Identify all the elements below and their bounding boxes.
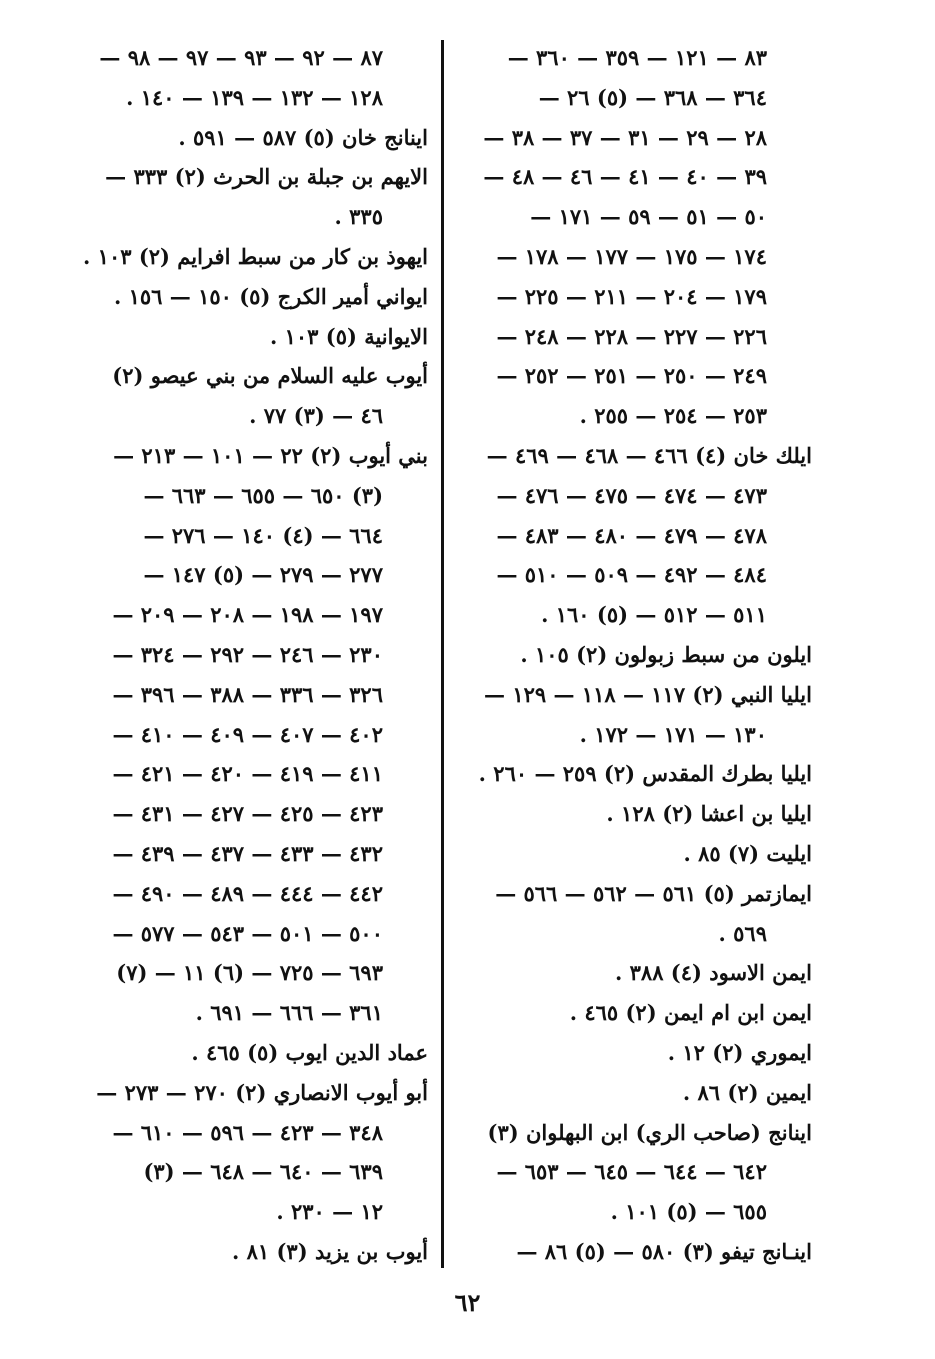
- index-entry-line: ٣٢٦ — ٣٣٦ — ٣٨٨ — ٣٩٦ —: [112, 681, 383, 707]
- index-entry-line: ايمازتمر (٥) ٥٦١ — ٥٦٢ — ٥٦٦ —: [495, 880, 812, 906]
- index-entry-line: ٤٤٢ — ٤٤٤ — ٤٨٩ — ٤٩٠ —: [112, 880, 383, 906]
- left-index-column: [70, 38, 428, 1272]
- index-entry-line: اينانج (صاحب الري) ابن البهلوان (٣): [487, 1119, 812, 1145]
- index-entry-line: اينانج خان (٥) ٥٨٧ — ٥٩١ .: [178, 124, 428, 150]
- index-entry-line: ٤٨٤ — ٤٩٢ — ٥٠٩ — ٥١٠ —: [496, 562, 767, 588]
- index-entry-line: ايمن الاسود (٤) ٣٨٨ .: [615, 960, 812, 986]
- index-entry-line: (٣) ٦٥٠ — ٦٥٥ — ٦٦٣ —: [143, 482, 383, 508]
- index-entry-line: ٨٣ — ١٢١ — ٣٥٩ — ٣٦٠ —: [507, 45, 767, 70]
- index-entry-line: ٤١١ — ٤١٩ — ٤٢٠ — ٤٢١ —: [112, 761, 383, 787]
- right-index-column: [462, 38, 812, 1272]
- index-entry-line: الايهم بن جبلة بن الحرث (٢) ٣٣٣ —: [105, 164, 428, 190]
- index-entry-line: اينـانج تيفو (٣) ٥٨٠ — (٥) ٨٦ —: [516, 1238, 812, 1264]
- index-entry-line: ٤٢٣ — ٤٢٥ — ٤٢٧ — ٤٣١ —: [112, 801, 383, 827]
- index-entry-line: ايليت (٧) ٨٥ .: [683, 840, 812, 866]
- index-entry-line: ايمين (٢) ٨٦ .: [682, 1079, 812, 1105]
- index-entry-line: ٢٢٦ — ٢٢٧ — ٢٢٨ — ٢٤٨ —: [496, 323, 767, 349]
- index-entry-line: ٣٤٨ — ٤٢٣ — ٥٩٦ — ٦١٠ —: [112, 1119, 383, 1145]
- index-entry-line: أيوب عليه السلام من بني عيصو (٢): [112, 363, 428, 389]
- index-entry-line: ٥٠ — ٥١ — ٥٩ — ١٧١ —: [530, 204, 767, 230]
- index-entry-line: ايمن ابن ام ايمن (٢) ٤٦٥ .: [569, 1000, 812, 1026]
- index-entry-line: ١٢ — ٢٣٠ .: [276, 1199, 383, 1225]
- column-divider: [441, 40, 444, 1268]
- index-entry-line: ٣٣٥ .: [334, 204, 383, 230]
- index-entry-line: ٥٠٠ — ٥٠١ — ٥٤٣ — ٥٧٧ —: [112, 920, 383, 946]
- index-entry-line: ايليا بطرك المقدس (٢) ٢٥٩ — ٢٦٠ .: [478, 761, 812, 787]
- index-entry-line: ٣٩ — ٤٠ — ٤١ — ٤٦ — ٤٨ —: [483, 164, 767, 190]
- index-entry-line: ٤٧٣ — ٤٧٤ — ٤٧٥ — ٤٧٦ —: [496, 482, 767, 508]
- index-entry-line: ٨٧ — ٩٢ — ٩٣ — ٩٧ — ٩٨ —: [99, 45, 383, 70]
- index-entry-line: عماد الدين ايوب (٥) ٤٦٥ .: [191, 1039, 428, 1065]
- index-entry-line: ٥٦٩ .: [718, 920, 767, 946]
- index-entry-line: ٦٩٣ — ٧٢٥ — (٦) ١١ — (٧): [116, 960, 383, 986]
- index-entry-line: ٤٧٨ — ٤٧٩ — ٤٨٠ — ٤٨٣ —: [496, 522, 767, 548]
- index-entry-line: ايموري (٢) ١٢ .: [667, 1039, 812, 1065]
- index-entry-line: ٦٦٤ — (٤) ١٤٠ — ٢٧٦ —: [143, 522, 383, 548]
- index-entry-line: ١٢٨ — ١٣٢ — ١٣٩ — ١٤٠ .: [126, 84, 383, 110]
- index-entry-line: ٤٣٢ — ٤٣٣ — ٤٣٧ — ٤٣٩ —: [112, 840, 383, 866]
- page-number: ٦٢: [454, 1288, 481, 1317]
- index-entry-line: ٢٥٣ — ٢٥٤ — ٢٥٥ .: [579, 403, 767, 429]
- index-entry-line: بني أيوب (٢) ٢٢ — ١٠١ — ٢١٣ —: [113, 442, 428, 468]
- index-entry-line: ٦٤٢ — ٦٤٤ — ٦٤٥ — ٦٥٣ —: [496, 1159, 767, 1185]
- index-entry-line: ١٩٧ — ١٩٨ — ٢٠٨ — ٢٠٩ —: [112, 602, 383, 628]
- index-entry-line: ٦٥٥ — (٥) ١٠١ .: [610, 1199, 767, 1225]
- index-entry-line: أبو أيوب الانصاري (٢) ٢٧٠ — ٢٧٣ —: [96, 1079, 428, 1105]
- index-entry-line: ٦٣٩ — ٦٤٠ — ٦٤٨ — (٣): [143, 1159, 383, 1185]
- index-entry-line: ايلك خان (٤) ٤٦٦ — ٤٦٨ — ٤٦٩ —: [486, 442, 812, 468]
- index-entry-line: ايلون من سبط زبولون (٢) ١٠٥ .: [520, 641, 812, 667]
- index-entry-line: الايوانية (٥) ١٠٣ .: [269, 323, 428, 349]
- index-entry-line: ٤٦ — (٣) ٧٧ .: [249, 403, 383, 429]
- index-entry-line: أيوب بن يزيد (٣) ٨١ .: [231, 1238, 428, 1264]
- index-entry-line: ١٣٠ — ١٧١ — ١٧٢ .: [579, 721, 767, 747]
- index-entry-line: ١٧٩ — ٢٠٤ — ٢١١ — ٢٢٥ —: [496, 283, 767, 309]
- index-entry-line: ١٧٤ — ١٧٥ — ١٧٧ — ١٧٨ —: [496, 243, 767, 269]
- index-entry-line: ٥١١ — ٥١٢ — (٥) ١٦٠ .: [541, 602, 767, 628]
- index-entry-line: ٣٦٤ — ٣٦٨ — (٥) ٢٦ —: [538, 84, 767, 110]
- index-entry-line: ٣٦١ — ٦٦٦ — ٦٩١ .: [195, 1000, 383, 1026]
- index-entry-line: ايهوذ بن كار من سبط افرايم (٢) ١٠٣ .: [83, 243, 428, 269]
- index-entry-line: ٤٠٢ — ٤٠٧ — ٤٠٩ — ٤١٠ —: [112, 721, 383, 747]
- index-entry-line: ايواني أمير الكرج (٥) ١٥٠ — ١٥٦ .: [113, 283, 428, 309]
- index-entry-line: ايليا النبي (٢) ١١٧ — ١١٨ — ١٢٩ —: [484, 681, 812, 707]
- index-entry-line: ٢٧٧ — ٢٧٩ — (٥) ١٤٧ —: [143, 562, 383, 588]
- index-entry-line: ايليا بن اعشا (٢) ١٢٨ .: [606, 801, 812, 827]
- index-entry-line: ٢٤٩ — ٢٥٠ — ٢٥١ — ٢٥٢ —: [496, 363, 767, 389]
- index-entry-line: ٢٨ — ٢٩ — ٣١ — ٣٧ — ٣٨ —: [483, 124, 767, 150]
- index-entry-line: ٢٣٠ — ٢٤٦ — ٢٩٢ — ٣٢٤ —: [112, 641, 383, 667]
